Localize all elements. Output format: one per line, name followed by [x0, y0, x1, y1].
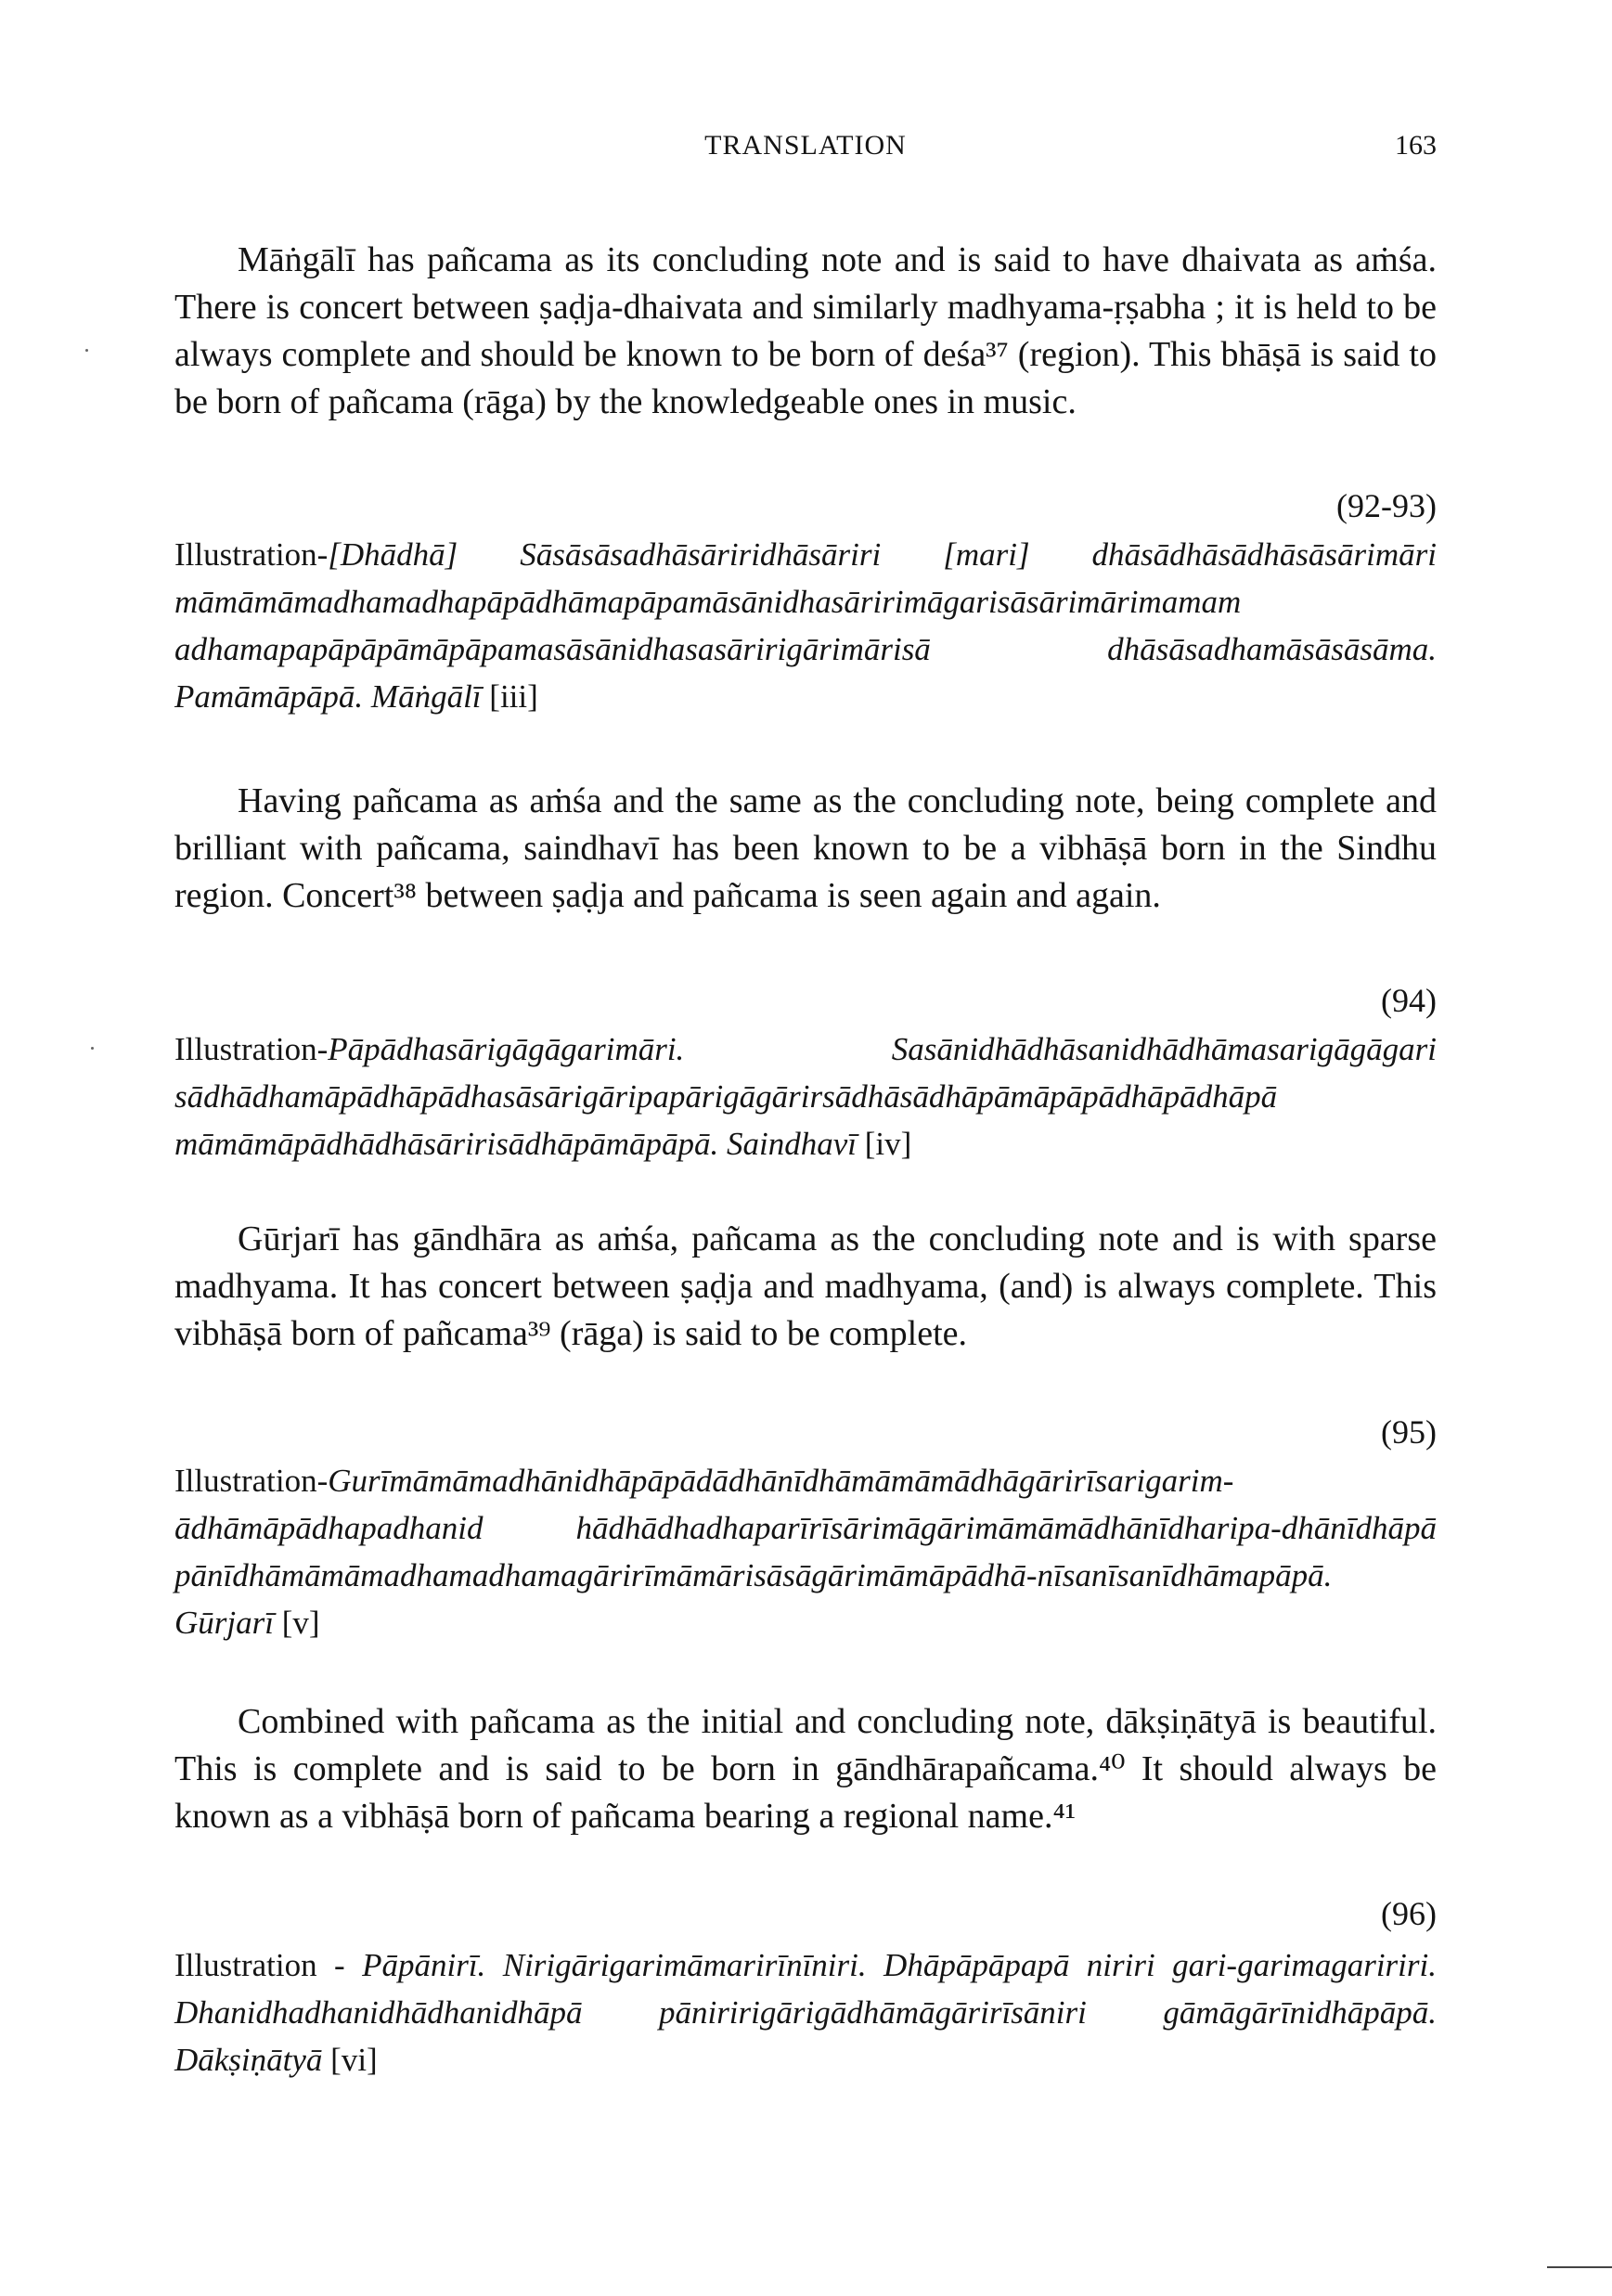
illustration-mangali [174, 531, 1437, 720]
verse-number: (96) [1381, 1895, 1437, 1932]
illustration-label: Illustration - [174, 1947, 363, 1983]
running-title: TRANSLATION [704, 130, 907, 161]
verse-number: (92-93) [1336, 487, 1437, 524]
illustration-notes: [Dhādhā] Sāsāsāsadhāsāriridhāsāriri [mari] dhāsādhāsādhāsāsārimāri māmāmāmadhamadhapāpādhāmapāpamāsānidhasāririmāgarisāsārimārimamam adhamapapāpāpāmāpāpamasāsānidhasasāririgārimārisā dhāsāsadhamāsāsāsāma. Pamāmāpāpā. Māṅgālī [174, 536, 1437, 715]
paragraph-daksinatya: Combined with pañcama as the initial and concluding note, dākṣiṇātyā is beautiful. This is complete and is said to be born in gāndhārapañcama.⁴⁰ It should always be known as a vibhāṣā born of pañcama bearing a regional name.⁴¹ [174, 1702, 1437, 1836]
scan-speck [91, 1047, 94, 1050]
illustration-tag: [vi] [330, 2042, 378, 2078]
scan-speck [85, 349, 88, 352]
illustration-saindhavi [174, 1025, 1437, 1167]
illustration-notes: Gurīmāmāmadhānidhāpāpādādhānīdhāmāmāmādhāgārirīsarigarim-ādhāmāpādhapadhanid hādhādhadhaparīrīsārimāgārimāmāmādhānīdharipa-dhānīdhāpā pānīdhāmāmāmadhamadhamagārirīmāmārisāsāgārimāmāpādhā-nīsanīsanīdhāmapāpā. Gūrjarī [174, 1463, 1437, 1641]
illustration-tag: [iv] [864, 1126, 912, 1162]
page-number: 163 [1395, 130, 1437, 161]
illustration-notes: Pāpādhasārigāgāgarimāri. Sasānidhādhāsanidhādhāmasarigāgāgari sādhādhamāpādhāpādhasāsārigāripapārigāgārirsādhāsādhāpāmāpāpādhāpādhāpā māmāmāpādhādhāsāririsādhāpāmāpāpā. Saindhavī [174, 1031, 1437, 1162]
verse-number: (94) [1381, 982, 1437, 1019]
illustration-tag: [iii] [489, 678, 538, 715]
illustration-label: Illustration- [174, 536, 329, 573]
illustration-tag: [v] [281, 1605, 320, 1641]
illustration-notes: Pāpānirī. Nirigārigarimāmarirīnīniri. Dhāpāpāpapā niriri gari-garimagaririri. Dhanidhadhanidhādhanidhāpā pāniririgārigādhāmāgārirīsāniri gāmāgārīnidhāpāpā. Dākṣiṇātyā [174, 1947, 1437, 2078]
paragraph-saindhavi: Having pañcama as aṁśa and the same as the concluding note, being complete and brilliant with pañcama, saindhavī has been known to be a vibhāṣā born in the Sindhu region. Concert³⁸ between ṣaḍja and pañcama is seen again and again. [174, 781, 1437, 915]
illustration-label: Illustration- [174, 1463, 329, 1499]
paragraph-gurjari: Gūrjarī has gāndhāra as aṁśa, pañcama as the concluding note and is with sparse madhyama. It has concert between ṣaḍja and madhyama, (and) is always complete. This vibhāṣā born of pañcama³⁹ (rāga) is said to be complete. [174, 1219, 1437, 1353]
illustration-label: Illustration- [174, 1031, 329, 1067]
verse-number: (95) [1381, 1413, 1437, 1451]
running-header [174, 130, 1437, 171]
scan-edge-rule [1547, 2266, 1612, 2268]
illustration-daksinatya [174, 1941, 1437, 2083]
paragraph-mangali: Māṅgālī has pañcama as its concluding note and is said to have dhaivata as aṁśa. There is concert between ṣaḍja-dhaivata and similarly madhyama-ṛṣabha ; it is held to be always complete and should be known to be born of deśa³⁷ (region). This bhāṣā is said to be born of pañcama (rāga) by the knowledgeable ones in music. [174, 240, 1437, 421]
illustration-gurjari [174, 1457, 1437, 1646]
